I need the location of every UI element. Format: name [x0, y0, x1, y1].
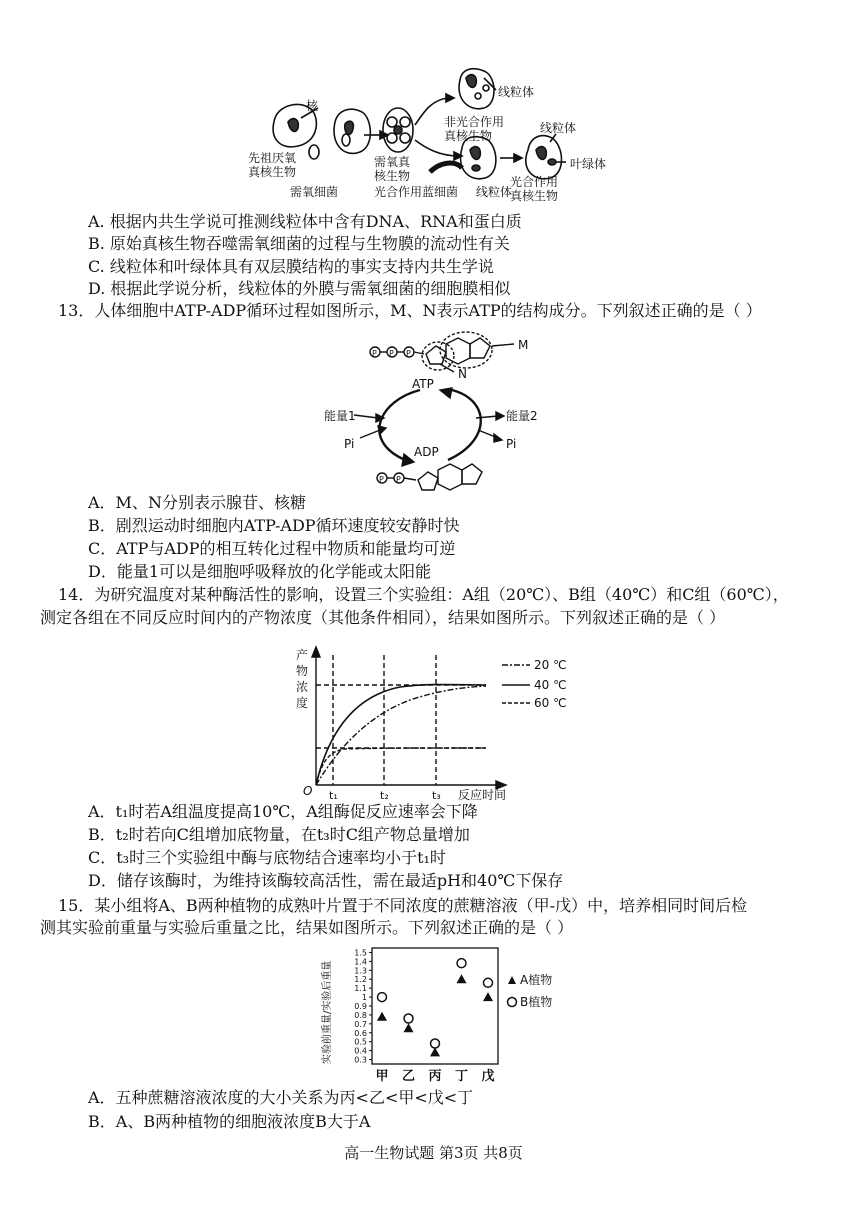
- sucrose-legend-a: A植物: [520, 973, 553, 987]
- enzyme-tick-t1: t₁: [329, 789, 338, 802]
- q15-option-a: A．五种蔗糖溶液浓度的大小关系为丙<乙<甲<戊<丁: [88, 1088, 474, 1107]
- sucrose-chart: [0, 940, 867, 1090]
- fig12-nonphoto: 非光合作用真核生物: [444, 115, 505, 143]
- point-a-plant: [457, 974, 467, 983]
- q12-option-a: A. 根据内共生学说可推测线粒体中含有DNA、RNA和蛋白质: [88, 212, 522, 231]
- pi-right-label: Pi: [506, 437, 517, 451]
- atp-label: ATP: [412, 377, 434, 391]
- fig12-photo-euk: 光合作用真核生物: [510, 175, 559, 203]
- svg-text:P: P: [396, 475, 401, 484]
- fig12-nucleus: 核: [306, 99, 319, 113]
- enzyme-chart: [0, 645, 867, 805]
- point-b-plant: [431, 1039, 440, 1048]
- sucrose-ytick-label: 0.3: [354, 1055, 367, 1065]
- enzyme-legend-20: 20 ℃: [534, 658, 567, 672]
- q14-stem-line1: 14．为研究温度对某种酶活性的影响，设置三个实验组：A组（20℃）、B组（40℃）和C组（60℃），: [58, 585, 789, 604]
- q12-option-c: C. 线粒体和叶绿体具有双层膜结构的事实支持内共生学说: [88, 257, 494, 276]
- q12-option-b: B. 原始真核生物吞噬需氧细菌的过程与生物膜的流动性有关: [88, 234, 510, 253]
- sucrose-ytick-label: 0.9: [354, 1002, 367, 1011]
- sucrose-ytick-label: 1.1: [354, 984, 367, 994]
- sucrose-xtick-label: 戊: [481, 1069, 495, 1084]
- point-b-plant: [484, 978, 493, 987]
- q13-option-d: D．能量1可以是细胞呼吸释放的化学能或太阳能: [88, 562, 432, 581]
- sucrose-xtick-label: 丙: [428, 1069, 442, 1084]
- atp-m-label: M: [518, 338, 529, 352]
- q14-stem-line2: 测定各组在不同反应时间内的产物浓度（其他条件相同），结果如图所示。下列叙述正确的是（ ）: [40, 608, 726, 627]
- q15-option-b: B．A、B两种植物的细胞液浓度B大于A: [88, 1112, 371, 1131]
- q12-option-d: D. 根据此学说分析，线粒体的外膜与需氧细菌的细胞膜相似: [88, 279, 511, 298]
- enzyme-legend-40: 40 ℃: [534, 678, 567, 692]
- q14-option-d: D．储存该酶时，为维持该酶较高活性，需在最适pH和40℃下保存: [88, 871, 564, 890]
- point-a-plant: [483, 992, 493, 1001]
- sucrose-ytick-label: 0.8: [354, 1010, 367, 1020]
- svg-text:P: P: [389, 349, 394, 358]
- energy1-label: 能量1: [324, 409, 356, 423]
- enzyme-xlabel: 反应时间: [458, 788, 507, 802]
- page-footer: 高一生物试题 第3页 共8页: [344, 1144, 523, 1162]
- q13-option-c: C．ATP与ADP的相互转化过程中物质和能量均可逆: [88, 539, 456, 558]
- fig12-chloroplast: 叶绿体: [570, 157, 607, 171]
- sucrose-ytick-label: 1.4: [354, 957, 367, 967]
- svg-text:P: P: [379, 475, 384, 484]
- fig12-ancestor: 先祖厌氧真核生物: [248, 151, 297, 179]
- enzyme-origin: O: [303, 784, 313, 798]
- pi-left-label: Pi: [344, 437, 355, 451]
- sucrose-ytick-label: 1.2: [354, 975, 367, 985]
- fig12-aerobic-eukaryote: 需氧真核生物: [374, 155, 411, 183]
- q13-option-b: B．剧烈运动时细胞内ATP-ADP循环速度较安静时快: [88, 516, 460, 535]
- point-b-plant: [404, 1014, 413, 1023]
- point-a-plant: [404, 1023, 414, 1032]
- sucrose-ylabel: 实验前重量/实验后重量: [322, 960, 333, 1064]
- sucrose-ytick-label: 0.7: [354, 1019, 367, 1029]
- fig12-mito-top: 线粒体: [498, 85, 535, 99]
- q13-stem: 13．人体细胞中ATP-ADP循环过程如图所示，M、N表示ATP的结构成分。下列叙述正确的是（ ）: [58, 301, 762, 320]
- atp-n-label: N: [458, 367, 467, 381]
- sucrose-xtick-label: 丁: [454, 1069, 469, 1084]
- sucrose-ytick-label: 1.3: [354, 966, 367, 976]
- legend-circle-icon: [508, 998, 517, 1007]
- sucrose-ytick-label: 1: [361, 993, 367, 1003]
- q13-option-a: A．M、N分别表示腺苷、核糖: [88, 493, 306, 512]
- sucrose-legend-b: B植物: [520, 995, 553, 1009]
- fig12-aerobic-bacteria: 需氧细菌: [290, 185, 339, 199]
- sucrose-ytick-label: 0.6: [354, 1028, 367, 1038]
- sucrose-xtick-label: 乙: [401, 1069, 416, 1084]
- fig12-mito-right: 线粒体: [540, 121, 577, 135]
- enzyme-tick-t3: t₃: [432, 789, 441, 802]
- sucrose-ytick-label: 1.5: [354, 948, 367, 958]
- energy2-label: 能量2: [506, 409, 538, 423]
- q15-stem-line2: 测其实验前重量与实验后重量之比，结果如图所示。下列叙述正确的是（ ）: [40, 918, 574, 937]
- enzyme-legend-60: 60 ℃: [534, 696, 567, 710]
- enzyme-tick-t2: t₂: [380, 789, 389, 802]
- sucrose-xtick-label: 甲: [375, 1069, 389, 1084]
- atp-adp-cycle-figure: [0, 320, 867, 500]
- svg-text:P: P: [372, 349, 377, 358]
- q14-option-a: A．t₁时若A组温度提高10℃，A组酶促反应速率会下降: [88, 802, 478, 821]
- endosymbiosis-figure: [0, 0, 867, 215]
- q14-option-c: C．t₃时三个实验组中酶与底物结合速率均小于t₁时: [88, 848, 446, 867]
- sucrose-ytick-label: 0.4: [354, 1046, 367, 1056]
- point-b-plant: [457, 959, 466, 968]
- point-a-plant: [430, 1047, 440, 1056]
- q14-option-b: B．t₂时若向C组增加底物量，在t₃时C组产物总量增加: [88, 825, 470, 844]
- q15-stem-line1: 15．某小组将A、B两种植物的成熟叶片置于不同浓度的蔗糖溶液（甲-戊）中，培养相同时间后检: [58, 896, 748, 915]
- fig12-photo-bacteria: 光合作用蓝细菌: [374, 185, 459, 199]
- enzyme-ylabel: 产物浓度: [296, 648, 309, 710]
- adp-label: ADP: [414, 445, 439, 459]
- point-b-plant: [378, 993, 387, 1002]
- fig12-mito-mid: 线粒体: [476, 185, 513, 199]
- point-a-plant: [377, 1012, 387, 1021]
- sucrose-ytick-label: 0.5: [354, 1037, 367, 1047]
- legend-triangle-icon: [508, 976, 516, 984]
- svg-text:P: P: [406, 349, 411, 358]
